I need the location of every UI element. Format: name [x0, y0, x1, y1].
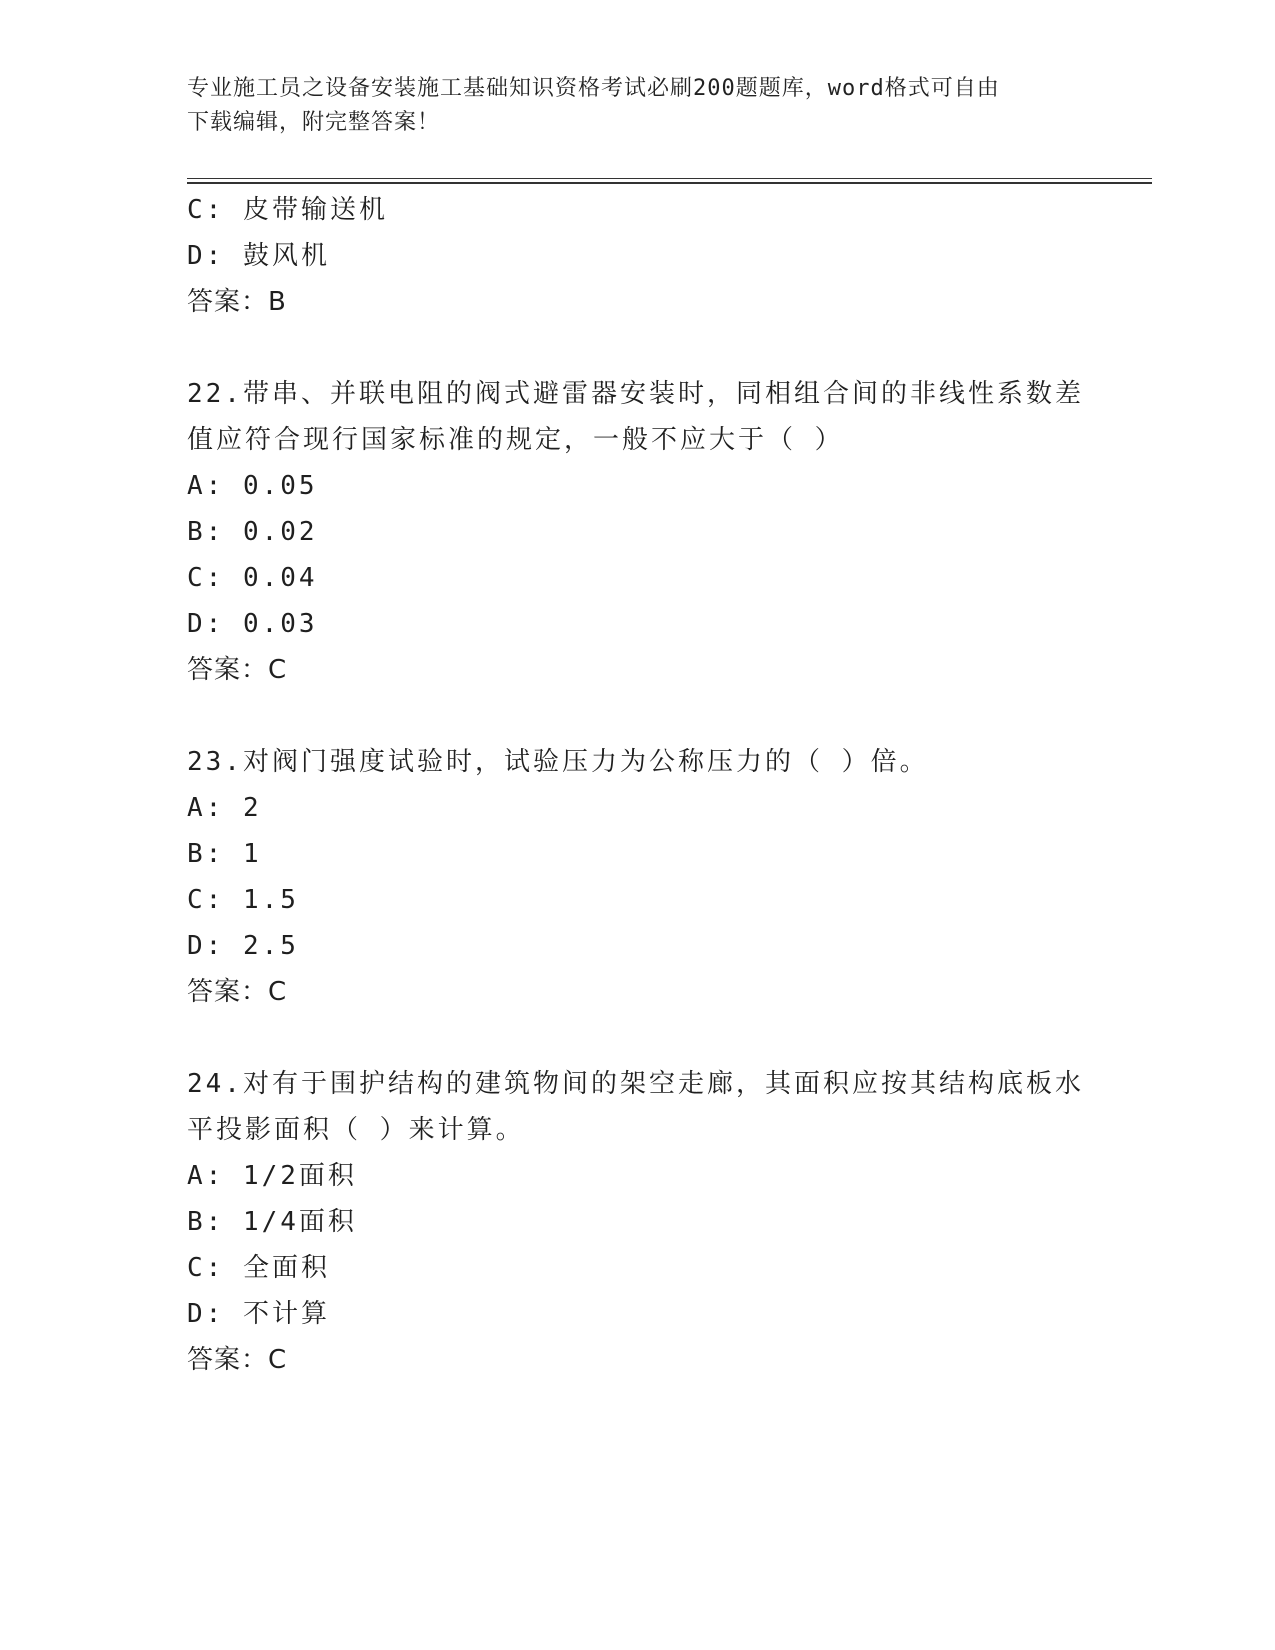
answer-line: 答案：C [187, 1345, 288, 1375]
option-d [187, 923, 1087, 969]
option-text: 皮带输送机 [242, 195, 388, 225]
option-label: B: [187, 517, 225, 547]
document-header [187, 72, 1067, 140]
option-text: 全面积 [242, 1253, 330, 1283]
option-label: A: [187, 1161, 225, 1191]
question-22-line-2: 值应符合现行国家标准的规定，一般不应大于（ ） [187, 425, 844, 455]
question-22-line-1: 22.带串、并联电阻的阀式避雷器安装时，同相组合间的非线性系数差 [187, 379, 1084, 409]
option-c [187, 187, 1087, 233]
header-divider-bottom [187, 182, 1152, 184]
header-divider-top [187, 178, 1152, 179]
option-label: A: [187, 471, 225, 501]
option-c [187, 1245, 1087, 1291]
answer-line: 答案：C [187, 655, 288, 685]
option-label: D: [187, 1299, 225, 1329]
spacer [187, 693, 1087, 739]
option-label: C: [187, 885, 225, 915]
question-23-line-1: 23.对阀门强度试验时，试验压力为公称压力的（ ）倍。 [187, 747, 929, 777]
question-24-line-1: 24.对有于围护结构的建筑物间的架空走廊，其面积应按其结构底板水 [187, 1069, 1084, 1099]
spacer [187, 325, 1087, 371]
answer-line: 答案：B [187, 287, 287, 317]
option-text: 1.5 [242, 885, 299, 915]
header-line-1: 专业施工员之设备安装施工基础知识资格考试必刷200题题库，word格式可自由 [187, 76, 1000, 101]
option-d [187, 233, 1087, 279]
option-b [187, 831, 1087, 877]
option-a [187, 463, 1087, 509]
option-label: D: [187, 241, 225, 271]
option-text: 0.05 [242, 471, 318, 501]
option-text: 0.02 [242, 517, 318, 547]
option-text: 不计算 [242, 1299, 330, 1329]
option-label: C: [187, 563, 225, 593]
option-text: 鼓风机 [242, 241, 330, 271]
option-a [187, 785, 1087, 831]
option-d [187, 1291, 1087, 1337]
option-text: 1/4面积 [242, 1207, 357, 1237]
spacer [187, 1015, 1087, 1061]
option-text: 2.5 [242, 931, 299, 961]
option-c [187, 555, 1087, 601]
option-text: 1 [242, 839, 262, 869]
option-label: C: [187, 195, 225, 225]
question-list [187, 187, 1087, 1383]
option-text: 0.04 [242, 563, 318, 593]
option-label: A: [187, 793, 225, 823]
header-line-2: 下载编辑，附完整答案！ [187, 110, 441, 135]
option-label: B: [187, 839, 225, 869]
option-c [187, 877, 1087, 923]
option-text: 0.03 [242, 609, 318, 639]
answer-line: 答案：C [187, 977, 288, 1007]
option-label: D: [187, 609, 225, 639]
option-a [187, 1153, 1087, 1199]
option-d [187, 601, 1087, 647]
question-24-line-2: 平投影面积（ ）来计算。 [187, 1115, 525, 1145]
option-label: D: [187, 931, 225, 961]
option-text: 1/2面积 [242, 1161, 357, 1191]
option-label: B: [187, 1207, 225, 1237]
option-b [187, 1199, 1087, 1245]
option-b [187, 509, 1087, 555]
option-text: 2 [242, 793, 262, 823]
option-label: C: [187, 1253, 225, 1283]
